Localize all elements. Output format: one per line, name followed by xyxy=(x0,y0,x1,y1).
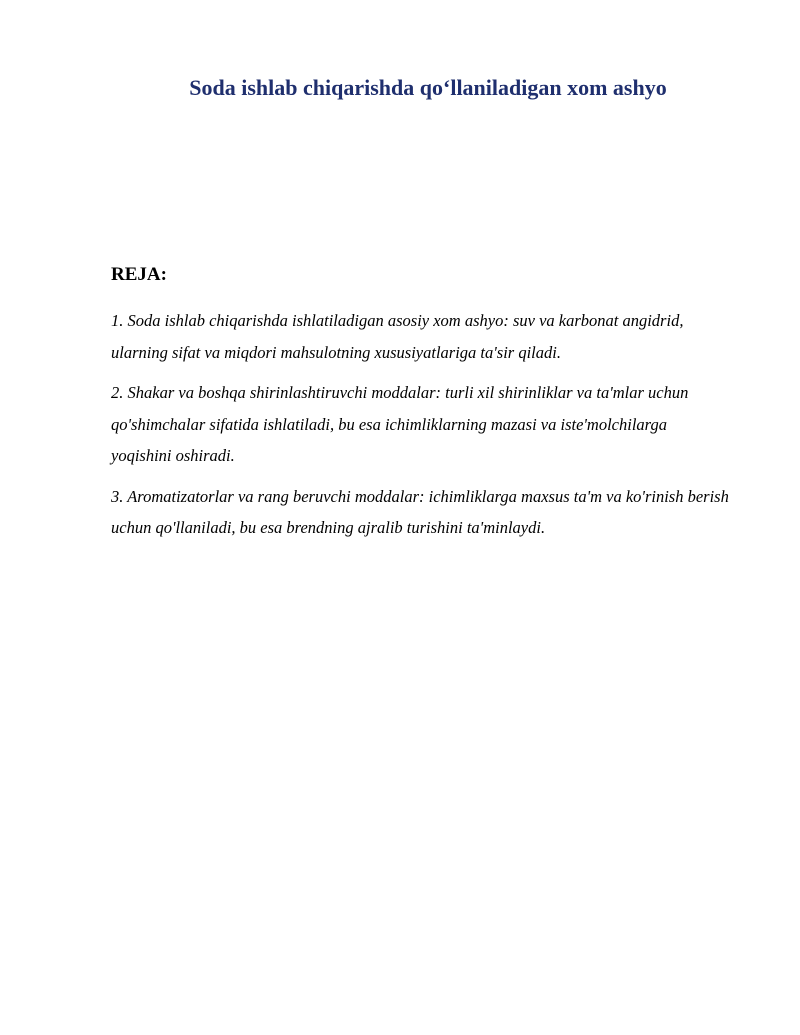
plan-heading: REJA: xyxy=(111,264,167,285)
plan-item: 2. Shakar va boshqa shirinlashtiruvchi moddalar: turli xil shirinliklar va ta'mlar uchun qo'shimchalar sifatida ishlatiladi, bu esa ichimliklarning mazasi va iste'molchilarga yoqishini oshiradi. xyxy=(111,383,689,465)
plan-item: 3. Aromatizatorlar va rang beruvchi moddalar: ichimliklarga maxsus ta'm va ko'rinish berish uchun qo'llaniladi, bu esa brendning ajralib turishini ta'minlaydi. xyxy=(111,486,729,537)
plan-item: 1. Soda ishlab chiqarishda ishlatiladigan asosiy xom ashyo: suv va karbonat angidrid, ularning sifat va miqdori mahsulotning xususiyatlariga ta'sir qiladi. xyxy=(111,311,684,362)
plan-list xyxy=(111,305,731,553)
document-title: Soda ishlab chiqarishda qo‘llaniladigan xom ashyo xyxy=(189,75,667,100)
